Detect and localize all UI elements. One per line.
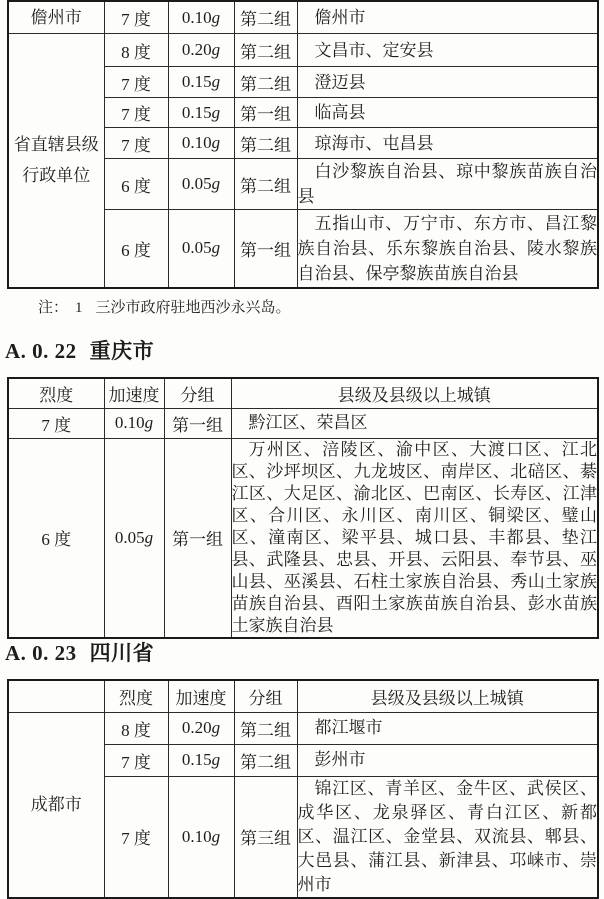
acceleration-cell: 0.10g <box>168 1 234 34</box>
group-cell: 第三组 <box>234 776 297 898</box>
group-cell: 第二组 <box>234 34 297 67</box>
column-header-blank <box>8 680 104 712</box>
intensity-cell: 7 度 <box>8 408 104 438</box>
acceleration-cell: 0.05g <box>104 438 164 638</box>
intensity-cell: 7 度 <box>104 1 168 34</box>
intensity-cell: 6 度 <box>104 159 168 210</box>
intensity-cell: 7 度 <box>104 744 168 776</box>
section-code: A. 0. 22 <box>5 339 77 363</box>
group-cell: 第二组 <box>234 1 297 34</box>
acceleration-cell: 0.10g <box>168 776 234 898</box>
section-code: A. 0. 23 <box>5 641 77 665</box>
cities-cell: 彭州市 <box>297 744 598 776</box>
cities-cell: 文昌市、定安县 <box>297 34 598 67</box>
intensity-cell: 7 度 <box>104 128 168 159</box>
intensity-cell: 7 度 <box>104 776 168 898</box>
acceleration-cell: 0.15g <box>168 744 234 776</box>
group-cell: 第一组 <box>234 98 297 128</box>
column-header-group: 分组 <box>164 378 231 408</box>
acceleration-cell: 0.15g <box>168 98 234 128</box>
cities-cell: 黔江区、荣昌区 <box>231 408 598 438</box>
acceleration-cell: 0.10g <box>104 408 164 438</box>
note-prefix: 注： <box>38 300 69 316</box>
row-group-label: 省直辖县级 行政单位 <box>8 34 104 288</box>
intensity-cell: 8 度 <box>104 712 168 744</box>
cities-cell: 五指山市、万宁市、东方市、昌江黎族自治县、乐东黎族自治县、陵水黎族自治县、保亭黎族苗族自治县 <box>297 210 598 288</box>
cities-cell: 万州区、涪陵区、渝中区、大渡口区、江北区、沙坪坝区、九龙坡区、南岸区、北碚区、綦江区、大足区、渝北区、巴南区、长寿区、江津区、合川区、永川区、南川区、铜梁区、璧山区、潼南区、梁平县、城口县、丰都县、垫江县、武隆县、忠县、开县、云阳县、奉节县、巫山县、巫溪县、石柱土家族自治县、秀山土家族苗族自治县、酉阳土家族苗族自治县、彭水苗族土家族自治县 <box>231 438 598 638</box>
section-title: 四川省 <box>89 641 155 665</box>
intensity-cell: 6 度 <box>8 438 104 638</box>
column-header-group: 分组 <box>234 680 297 712</box>
acceleration-cell: 0.05g <box>168 159 234 210</box>
group-cell: 第二组 <box>234 744 297 776</box>
group-cell: 第二组 <box>234 159 297 210</box>
group-cell: 第一组 <box>164 438 231 638</box>
group-cell: 第二组 <box>234 67 297 98</box>
hainan-continuation-table <box>7 0 599 289</box>
cities-cell: 临高县 <box>297 98 598 128</box>
group-cell: 第二组 <box>234 712 297 744</box>
table-note <box>38 296 291 317</box>
acceleration-cell: 0.05g <box>168 210 234 288</box>
note-number: 1 <box>75 300 83 316</box>
column-header-intensity: 烈度 <box>104 680 168 712</box>
cities-cell: 锦江区、青羊区、金牛区、武侯区、成华区、龙泉驿区、青白江区、新都区、温江区、金堂县、双流县、郫县、大邑县、蒲江县、新津县、邛崃市、崇州市 <box>297 776 598 898</box>
cities-cell: 都江堰市 <box>297 712 598 744</box>
column-header-acceleration: 加速度 <box>104 378 164 408</box>
intensity-cell: 7 度 <box>104 67 168 98</box>
group-cell: 第二组 <box>234 128 297 159</box>
column-header-cities: 县级及县级以上城镇 <box>297 680 598 712</box>
note-text: 三沙市政府驻地西沙永兴岛。 <box>95 300 291 316</box>
intensity-cell: 8 度 <box>104 34 168 67</box>
column-header-intensity: 烈度 <box>8 378 104 408</box>
cities-cell: 琼海市、屯昌县 <box>297 128 598 159</box>
row-group-label: 成都市 <box>8 712 104 898</box>
section-heading-a-0-23 <box>5 637 154 667</box>
column-header-acceleration: 加速度 <box>168 680 234 712</box>
cities-cell: 澄迈县 <box>297 67 598 98</box>
chongqing-table <box>7 377 599 639</box>
sichuan-table <box>7 679 599 899</box>
intensity-cell: 6 度 <box>104 210 168 288</box>
acceleration-cell: 0.10g <box>168 128 234 159</box>
section-heading-a-0-22 <box>5 335 154 365</box>
intensity-cell: 7 度 <box>104 98 168 128</box>
cities-cell: 白沙黎族自治县、琼中黎族苗族自治县 <box>297 159 598 210</box>
cities-cell: 儋州市 <box>297 1 598 34</box>
group-cell: 第一组 <box>164 408 231 438</box>
section-title: 重庆市 <box>89 339 155 363</box>
column-header-cities: 县级及县级以上城镇 <box>231 378 598 408</box>
acceleration-cell: 0.20g <box>168 34 234 67</box>
acceleration-cell: 0.20g <box>168 712 234 744</box>
row-group-label: 儋州市 <box>8 1 104 34</box>
group-cell: 第一组 <box>234 210 297 288</box>
acceleration-cell: 0.15g <box>168 67 234 98</box>
